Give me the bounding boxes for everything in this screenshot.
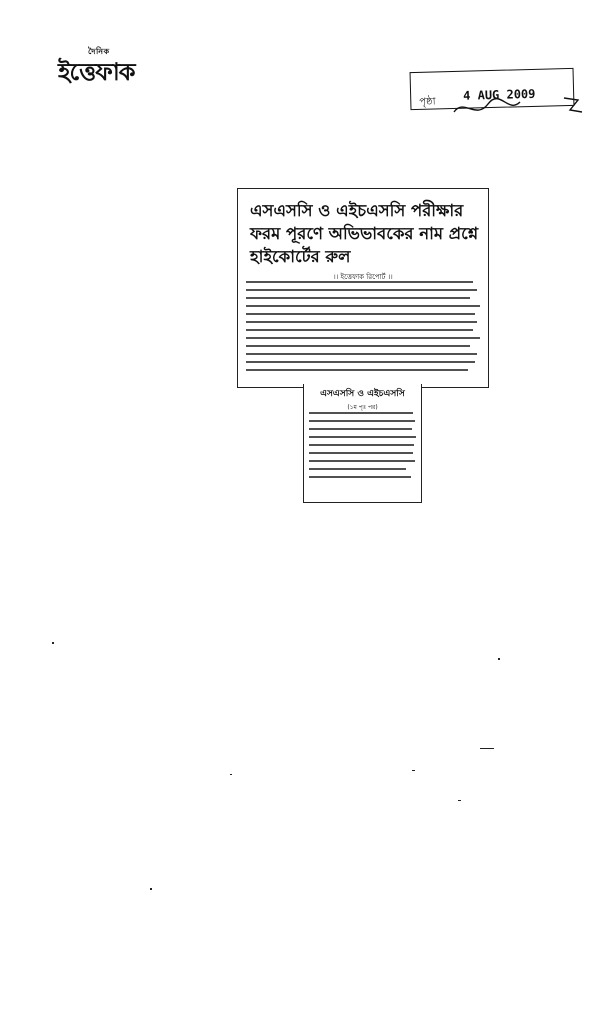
scan-speck [230, 774, 232, 775]
news-clipping [237, 188, 489, 388]
scan-speck [498, 658, 500, 660]
date-stamp-date: 4 AUG 2009 [462, 86, 536, 103]
scan-speck [480, 748, 494, 749]
clipping-continuation [303, 384, 422, 503]
continuation-subhead: এসএসসি ও এইচএসসি [320, 389, 405, 399]
masthead-kicker: দৈনিক [88, 47, 110, 56]
newspaper-masthead [58, 47, 135, 94]
clipping-body-text [246, 281, 482, 377]
scan-speck [150, 888, 152, 890]
continuation-jump-line: (১ম পৃঃ পর) [347, 404, 378, 411]
scan-speck [412, 770, 415, 771]
date-stamp-label: পৃষ্ঠা [419, 96, 436, 108]
continuation-body-text [309, 412, 417, 484]
scan-speck [458, 800, 461, 801]
clipping-byline: ।। ইত্তেফাক রিপোর্ট ।। [333, 273, 393, 281]
date-stamp [404, 62, 578, 122]
newspaper-name: ইত্তেফাক [58, 58, 135, 86]
handwritten-scribble-icon [444, 90, 584, 126]
scan-speck [52, 642, 54, 644]
clipping-headline: এসএসসি ও এইচএসসি পরীক্ষার ফরম পূরণে অভিভাবকের নাম প্রশ্নে হাইকোর্টের রুল [250, 201, 479, 266]
